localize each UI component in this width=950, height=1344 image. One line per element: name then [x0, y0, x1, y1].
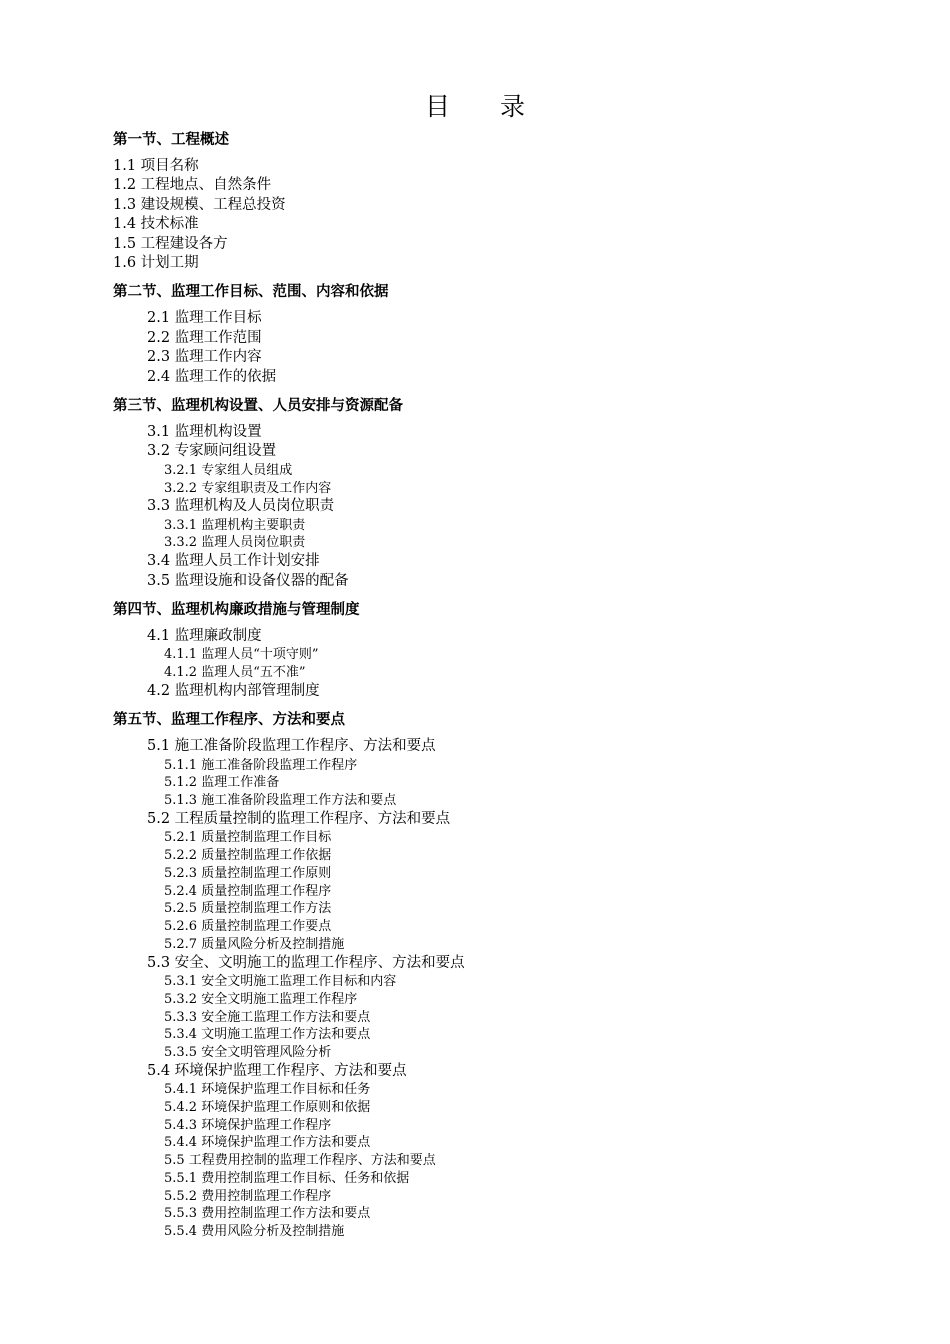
toc-subitem: 5.1.2 监理工作准备 — [164, 775, 280, 791]
toc-item: 2.3 监理工作内容 — [147, 349, 262, 366]
toc-subitem: 5.4.1 环境保护监理工作目标和任务 — [164, 1082, 371, 1098]
toc-subitem: 5.4.4 环境保护监理工作方法和要点 — [164, 1135, 371, 1151]
toc-subitem: 3.2.2 专家组职责及工作内容 — [164, 480, 332, 496]
toc-subitem: 5.2.2 质量控制监理工作依据 — [164, 848, 332, 864]
toc-subitem: 5.2.3 质量控制监理工作原则 — [164, 865, 332, 881]
toc-subitem: 5.5.1 费用控制监理工作目标、任务和依据 — [164, 1170, 410, 1186]
toc-subitem: 5.4.3 环境保护监理工作程序 — [164, 1117, 332, 1133]
toc-subitem: 5.5.4 费用风险分析及控制措施 — [164, 1224, 345, 1240]
toc-section-heading: 第二节、监理工作目标、范围、内容和依据 — [113, 284, 389, 301]
toc-item: 3.2 专家顾问组设置 — [147, 443, 277, 460]
toc-item: 1.6 计划工期 — [113, 255, 199, 271]
toc-section-heading: 第五节、监理工作程序、方法和要点 — [113, 712, 345, 729]
toc-subitem: 5.3.5 安全文明管理风险分析 — [164, 1045, 332, 1060]
toc-subitem: 5.2.1 质量控制监理工作目标 — [164, 830, 332, 846]
toc-item: 4.2 监理机构内部管理制度 — [147, 682, 320, 699]
toc-subitem: 5.5 工程费用控制的监理工作程序、方法和要点 — [164, 1153, 436, 1169]
toc-item: 1.4 技术标准 — [113, 216, 199, 233]
toc-item: 2.4 监理工作的依据 — [147, 368, 277, 385]
toc-subitem: 5.1.1 施工准备阶段监理工作程序 — [164, 757, 358, 773]
toc-item: 1.5 工程建设各方 — [113, 235, 228, 252]
toc-section-heading: 第四节、监理机构廉政措施与管理制度 — [113, 602, 360, 618]
toc-section-heading: 第一节、工程概述 — [113, 132, 229, 148]
toc-subitem: 3.3.1 监理机构主要职责 — [164, 517, 306, 533]
toc-subitem: 5.3.3 安全施工监理工作方法和要点 — [164, 1009, 371, 1025]
toc-subitem: 3.3.2 监理人员岗位职责 — [164, 535, 306, 551]
toc-subitem: 5.3.4 文明施工监理工作方法和要点 — [164, 1027, 371, 1043]
toc-subitem: 5.2.5 质量控制监理工作方法 — [164, 901, 332, 917]
toc-item: 3.3 监理机构及人员岗位职责 — [147, 498, 335, 515]
toc-item: 1.3 建设规模、工程总投资 — [113, 196, 286, 213]
toc-subitem: 5.5.3 费用控制监理工作方法和要点 — [164, 1206, 371, 1222]
toc-item: 1.2 工程地点、自然条件 — [113, 177, 272, 194]
toc-item: 5.3 安全、文明施工的监理工作程序、方法和要点 — [147, 954, 465, 971]
toc-subitem: 4.1.2 监理人员“五不准” — [164, 665, 306, 681]
toc-section-heading: 第三节、监理机构设置、人员安排与资源配备 — [113, 398, 403, 414]
toc-item: 5.4 环境保护监理工作程序、方法和要点 — [147, 1062, 407, 1079]
toc-subitem: 5.2.6 质量控制监理工作要点 — [164, 919, 332, 935]
toc-item: 5.1 施工准备阶段监理工作程序、方法和要点 — [147, 738, 436, 755]
toc-item: 5.2 工程质量控制的监理工作程序、方法和要点 — [147, 810, 451, 827]
toc-subitem: 5.1.3 施工准备阶段监理工作方法和要点 — [164, 793, 397, 809]
toc-subitem: 5.2.4 质量控制监理工作程序 — [164, 883, 332, 899]
toc-item: 3.5 监理设施和设备仪器的配备 — [147, 572, 349, 589]
toc-subitem: 3.2.1 专家组人员组成 — [164, 462, 293, 478]
toc-item: 4.1 监理廉政制度 — [147, 628, 262, 644]
toc-item: 3.4 监理人员工作计划安排 — [147, 553, 320, 570]
toc-subitem: 5.5.2 费用控制监理工作程序 — [164, 1188, 332, 1204]
toc-subitem: 5.3.2 安全文明施工监理工作程序 — [164, 991, 358, 1007]
toc-subitem: 5.2.7 质量风险分析及控制措施 — [164, 936, 345, 952]
toc-item: 2.2 监理工作范围 — [147, 329, 262, 346]
toc-item: 3.1 监理机构设置 — [147, 424, 262, 440]
toc-subitem: 5.4.2 环境保护监理工作原则和依据 — [164, 1099, 371, 1115]
page-title: 目 录 — [424, 92, 525, 121]
toc-subitem: 4.1.1 监理人员“十项守则” — [164, 647, 319, 663]
toc-subitem: 5.3.1 安全文明施工监理工作目标和内容 — [164, 974, 397, 989]
toc-item: 2.1 监理工作目标 — [147, 310, 262, 327]
toc-item: 1.1 项目名称 — [113, 158, 199, 174]
